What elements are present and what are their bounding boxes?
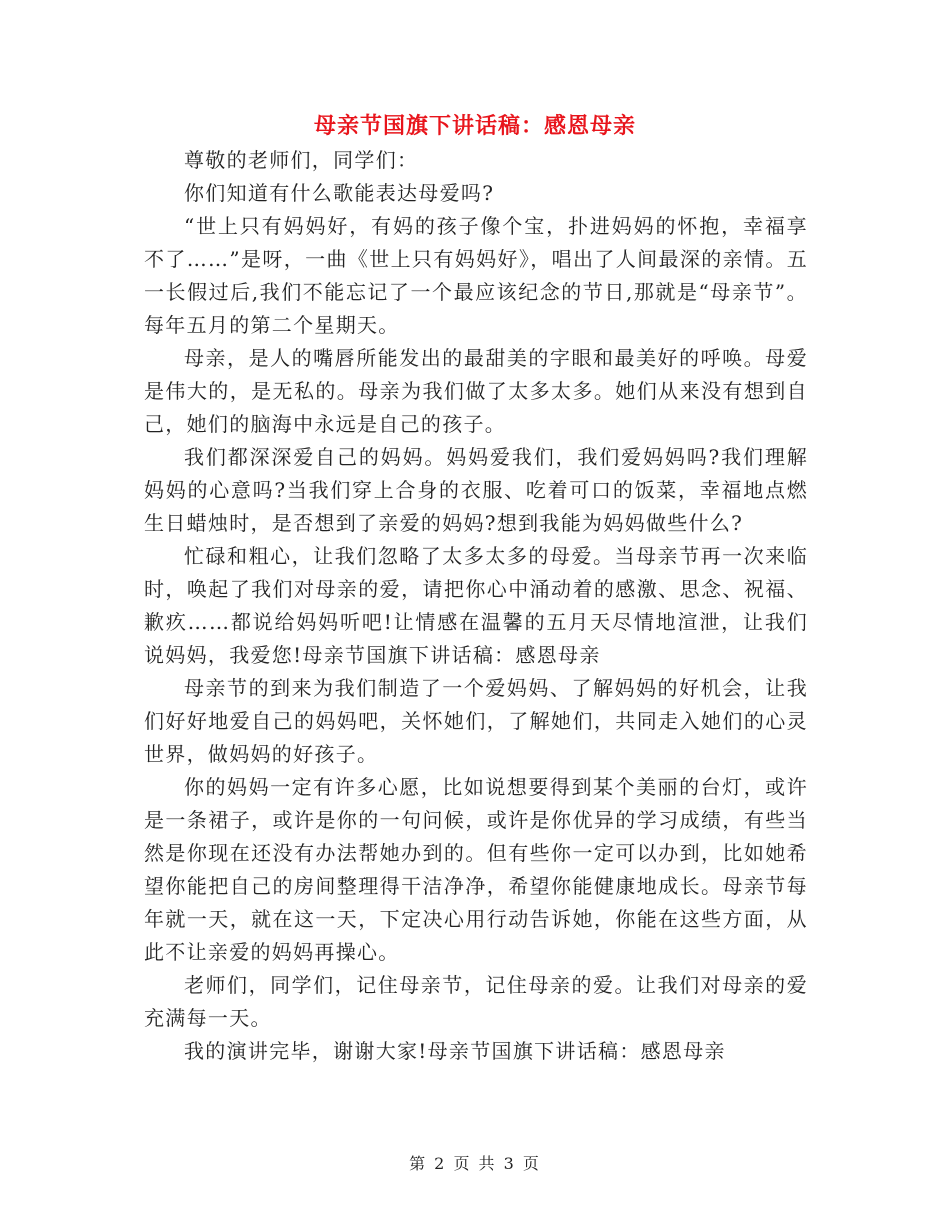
paragraph-greeting: 尊敬的老师们，同学们：	[184, 148, 419, 172]
paragraph-love: 我们都深深爱自己的妈妈。妈妈爱我们，我们爱妈妈吗?我们理解妈妈的心意吗?当我们穿上合身的衣服、吃着可口的饭菜，幸福地点燃生日蜡烛时，是否想到了亲爱的妈妈?想到我能为妈妈做些什么?	[144, 445, 808, 535]
paragraph-opportunity: 母亲节的到来为我们制造了一个爱妈妈、了解妈妈的好机会，让我们好好地爱自己的妈妈吧，关怀她们，了解她们，共同走入她们的心灵世界，做妈妈的好孩子。	[144, 676, 808, 766]
paragraph-busy: 忙碌和粗心，让我们忽略了太多太多的母爱。当母亲节再一次来临时，唤起了我们对母亲的爱，请把你心中涌动着的感激、思念、祝福、歉疚……都说给妈妈听吧!让情感在温馨的五月天尽情地渲泄，让我们说妈妈，我爱您!母亲节国旗下讲话稿：感恩母亲	[144, 544, 808, 667]
paragraph-closing: 我的演讲完毕，谢谢大家!母亲节国旗下讲话稿：感恩母亲	[184, 1039, 726, 1063]
document-body	[144, 144, 808, 1068]
paragraph-wishes: 你的妈妈一定有许多心愿，比如说想要得到某个美丽的台灯，或许是一条裙子，或许是你的一句问候，或许是你优异的学习成绩，有些当然是你现在还没有办法帮她办到的。但有些你一定可以办到，比如她希望你能把自己的房间整理得干洁净净，希望你能健康地成长。母亲节每年就一天，就在这一天，下定决心用行动告诉她，你能在这些方面，从此不让亲爱的妈妈再操心。	[144, 775, 808, 964]
paragraph-question: 你们知道有什么歌能表达母爱吗?	[184, 181, 495, 205]
document-title: 母亲节国旗下讲话稿：感恩母亲	[313, 113, 636, 139]
paragraph-song: “世上只有妈妈好，有妈的孩子像个宝，扑进妈妈的怀抱，幸福享不了……”是呀，一曲《世上只有妈妈好》，唱出了人间最深的亲情。五一长假过后,我们不能忘记了一个最应该纪念的节日,那就是“母亲节”。每年五月的第二个星期天。	[144, 214, 808, 337]
paragraph-mother: 母亲，是人的嘴唇所能发出的最甜美的字眼和最美好的呼唤。母爱是伟大的，是无私的。母亲为我们做了太多太多。她们从来没有想到自己，她们的脑海中永远是自己的孩子。	[144, 346, 808, 436]
paragraph-remember: 老师们，同学们，记住母亲节，记住母亲的爱。让我们对母亲的爱充满每一天。	[144, 973, 808, 1030]
page-number-footer: 第 2 页 共 3 页	[409, 1154, 541, 1173]
